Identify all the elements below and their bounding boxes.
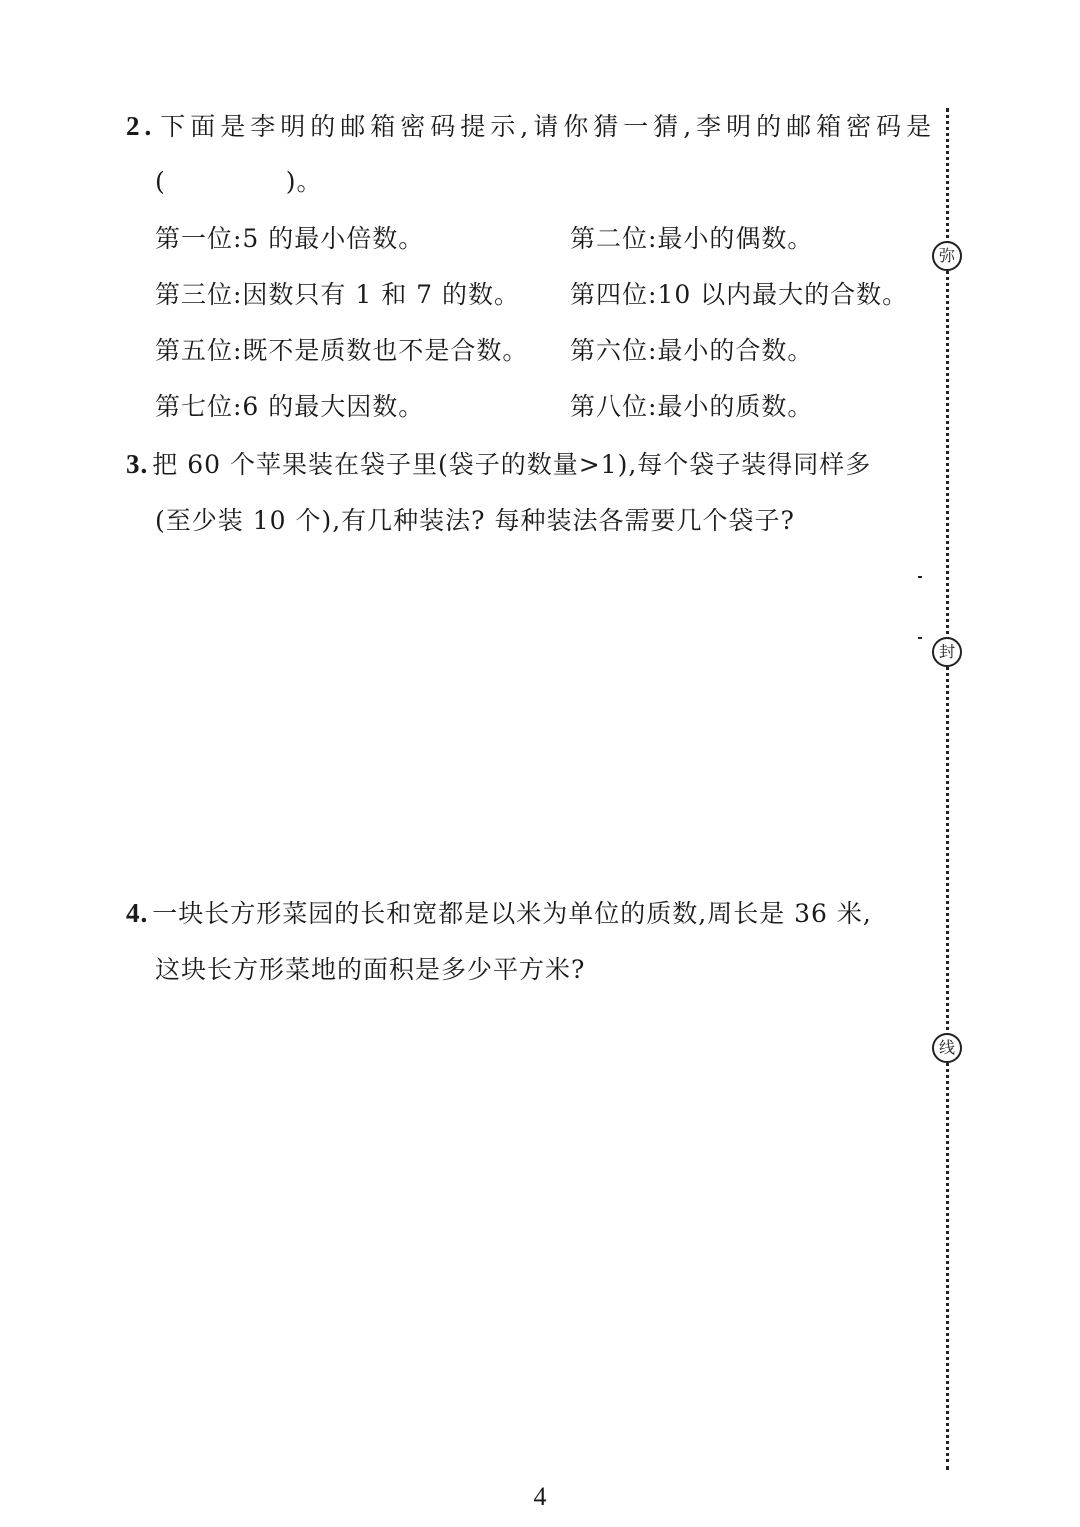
q2-number: 2. xyxy=(126,111,157,141)
page-number: 4 xyxy=(533,1482,547,1511)
seal-mark-3: 线 xyxy=(932,1033,962,1063)
q2-prompt: 下面是李明的邮箱密码提示,请你猜一猜,李明的邮箱密码是 xyxy=(160,112,937,141)
q2-answer-blank xyxy=(155,166,323,198)
seal-mark-1: 弥 xyxy=(932,241,962,271)
q2-hint-2-right: 第四位:10 以内最大的合数。 xyxy=(570,280,909,309)
seal-mark-2: 封 xyxy=(932,637,962,667)
q3-number: 3. xyxy=(126,449,149,479)
q4-prompt-1: 一块长方形菜园的长和宽都是以米为单位的质数,周长是 36 米, xyxy=(152,899,872,928)
q4-prompt-2: 这块长方形菜地的面积是多少平方米? xyxy=(155,955,586,984)
q2-paren-open: ( xyxy=(155,167,166,196)
q3-answer-area[interactable] xyxy=(126,550,926,870)
q2-hint-1-right: 第二位:最小的偶数。 xyxy=(570,224,814,253)
q3-prompt-2: (至少装 10 个),有几种装法? 每种装法各需要几个袋子? xyxy=(155,506,795,535)
q2-hint-2-left: 第三位:因数只有 1 和 7 的数。 xyxy=(155,280,521,309)
q3-prompt-1: 把 60 个苹果装在袋子里(袋子的数量>1),每个袋子装得同样多 xyxy=(152,450,872,479)
q2-hint-3-right: 第六位:最小的合数。 xyxy=(570,336,814,365)
binding-tick-mark xyxy=(918,576,922,578)
q4-line-1 xyxy=(126,897,872,930)
q2-paren-close: )。 xyxy=(285,167,323,196)
binding-dotted-line xyxy=(946,108,949,1470)
q2-hint-1-left: 第一位:5 的最小倍数。 xyxy=(155,224,425,253)
q2-hint-4-left: 第七位:6 的最大因数。 xyxy=(155,392,425,421)
q2-hint-4-right: 第八位:最小的质数。 xyxy=(570,392,814,421)
q2-hint-3-left: 第五位:既不是质数也不是合数。 xyxy=(155,336,529,365)
q4-answer-area[interactable] xyxy=(126,1000,926,1440)
binding-tick-mark xyxy=(918,637,922,639)
q4-number: 4. xyxy=(126,898,149,928)
q2-line-1 xyxy=(126,110,936,143)
q3-line-1 xyxy=(126,448,871,481)
